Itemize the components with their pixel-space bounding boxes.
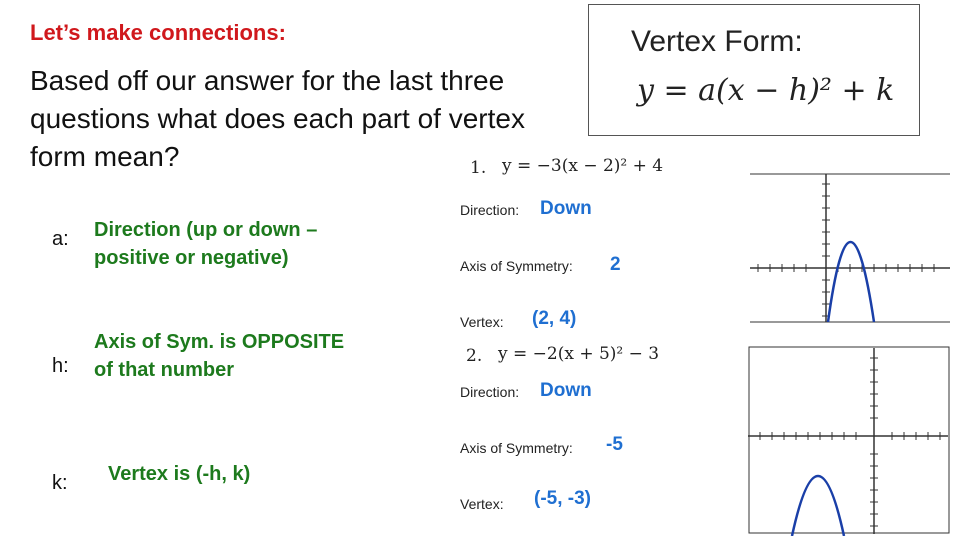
graph-2-parabola [792, 476, 844, 536]
example-1-direction-value: Down [540, 198, 592, 219]
term-a-definition [94, 216, 424, 272]
term-h-definition [94, 328, 424, 384]
term-k-definition: Vertex is (-h, k) [108, 463, 251, 485]
graph-2-border [749, 347, 949, 533]
example-2-number: 2. [466, 346, 483, 366]
term-h-key: h: [52, 355, 69, 377]
example-2-axis-label: Axis of Symmetry: [460, 440, 573, 456]
example-1-vertex-value: (2, 4) [532, 308, 577, 329]
vertex-form-box [588, 4, 920, 136]
example-2-equation: y = −2(x + 5)² − 3 [498, 344, 660, 364]
example-2-axis-value: -5 [606, 434, 623, 455]
example-2-vertex-value: (-5, -3) [534, 488, 591, 509]
example-1-number: 1. [470, 158, 487, 178]
term-a-definition-line1: Direction (up or down – [94, 219, 318, 241]
slide-heading: Let’s make connections: [30, 20, 286, 45]
example-1-panel [440, 154, 960, 338]
example-1-vertex-label: Vertex: [460, 314, 504, 330]
example-2-panel [440, 340, 960, 540]
graph-1-parabola [828, 242, 874, 322]
example-2-direction-value: Down [540, 380, 592, 401]
vertex-form-title: Vertex Form: [631, 25, 803, 58]
example-1-axis-value: 2 [610, 254, 621, 275]
term-h-definition-line1: Axis of Sym. is OPPOSITE [94, 331, 345, 353]
term-k-key: k: [52, 472, 68, 494]
example-2-vertex-label: Vertex: [460, 496, 504, 512]
example-2-graph [748, 346, 960, 536]
term-a-definition-line2: positive or negative) [94, 247, 289, 269]
example-1-equation: y = −3(x − 2)² + 4 [502, 156, 664, 176]
example-1-axis-label: Axis of Symmetry: [460, 258, 573, 274]
example-1-direction-label: Direction: [460, 202, 520, 218]
term-a-key: a: [52, 228, 69, 250]
slide-question: Based off our answer for the last three questions what does each part of vertex form mean? [30, 65, 525, 172]
vertex-form-formula: y = a(x − h)² + k [637, 73, 895, 108]
example-1-graph [750, 172, 960, 328]
term-h-definition-line2: of that number [94, 359, 234, 381]
example-2-direction-label: Direction: [460, 384, 520, 400]
